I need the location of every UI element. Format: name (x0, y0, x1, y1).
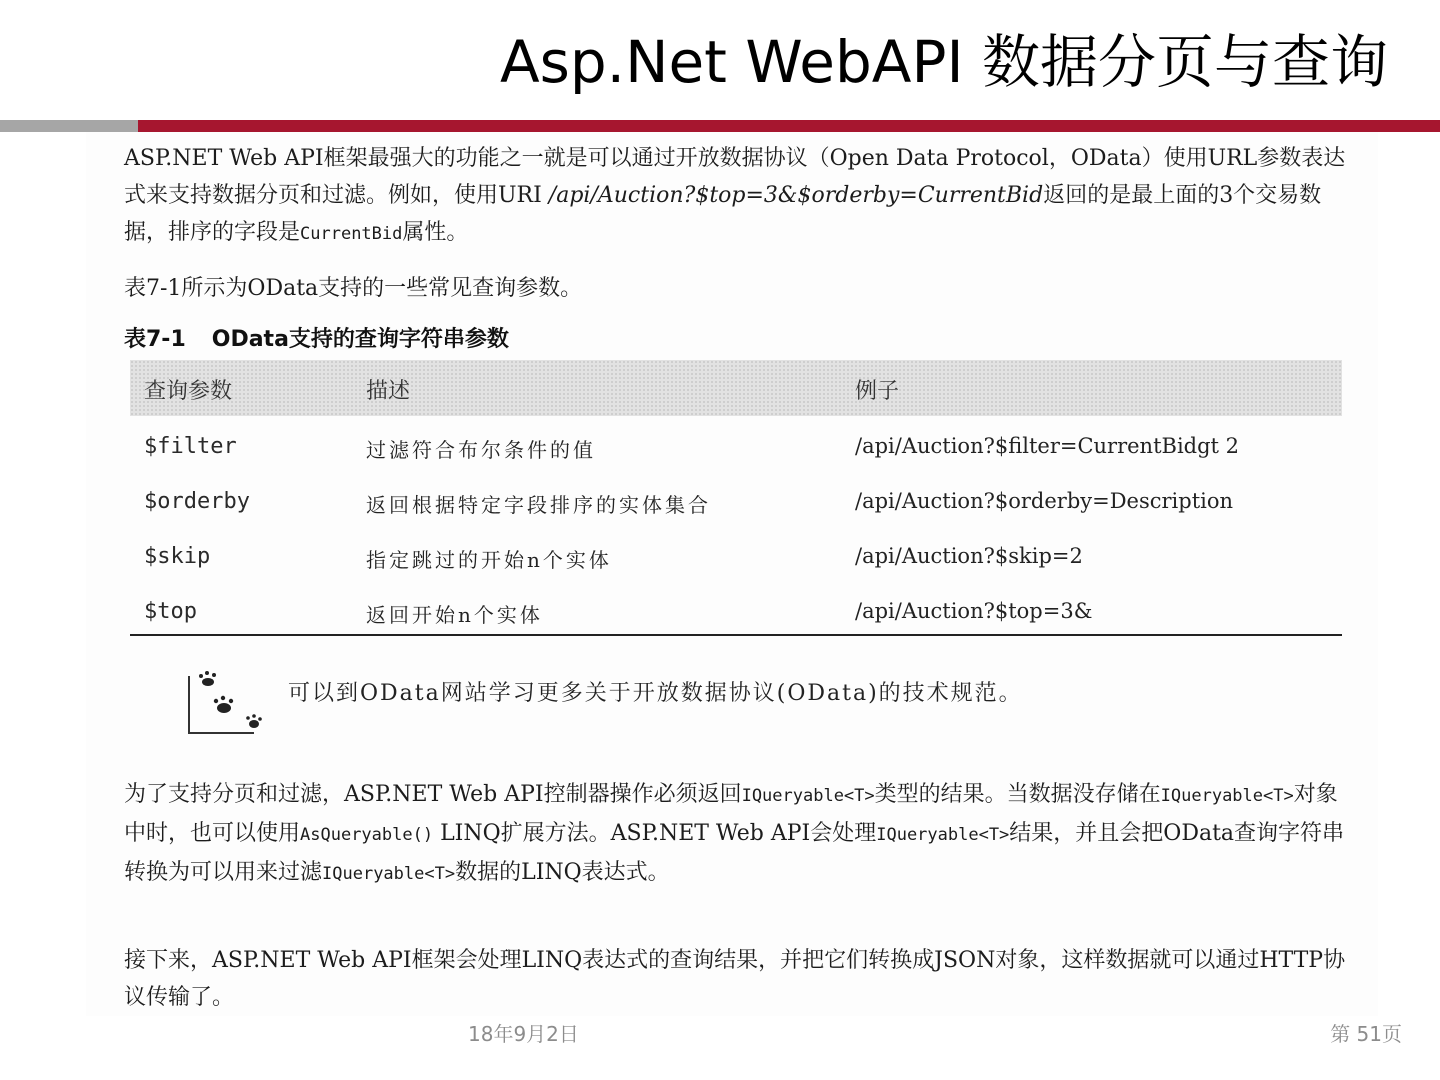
p3-text-f: 数据的LINQ表达式。 (455, 860, 670, 885)
intro-uri: /api/Auction?$top=3&$orderby=CurrentBid (548, 183, 1044, 208)
p3-code-2: IQueryable<T> (1160, 786, 1294, 806)
paragraph-json: 接下来，ASP.NET Web API框架会处理LINQ表达式的查询结果，并把它们转换成JSON对象，这样数据就可以通过HTTP协议传输了。 (124, 948, 1346, 1010)
p3-code-1: IQueryable<T> (741, 786, 875, 806)
table-header-param: 查询参数 (144, 379, 233, 404)
table-cell-param: $filter (144, 434, 237, 459)
p3-text-e: 结果，并且会把OData查询字符串转换为可以用来过滤 (124, 821, 1345, 885)
p3-text-c: 对象中时，也可以使用 (124, 782, 1338, 846)
p3-code-5: IQueryable<T> (322, 864, 456, 884)
table-cell-param: $top (144, 599, 197, 624)
table-cell-desc: 返回根据特定字段排序的实体集合 (366, 493, 711, 517)
intro-text-b: 返回的是最上面的3个交易数据，排序的字段是 (124, 183, 1322, 245)
table-cell-desc: 指定跳过的开始n个实体 (366, 548, 612, 572)
table-cell-desc: 过滤符合布尔条件的值 (366, 438, 596, 462)
slide-title: Asp.Net WebAPI 数据分页与查询 (499, 28, 1388, 96)
table-caption-number: 表7-1 (124, 327, 186, 352)
table-caption (124, 322, 509, 353)
p3-text-d: LINQ扩展方法。ASP.NET Web API会处理 (433, 821, 877, 846)
p3-code-4: IQueryable<T> (876, 825, 1010, 845)
footer-date: 18年9月2日 (468, 1022, 579, 1046)
paragraph-table-ref: 表7-1所示为OData支持的一些常见查询参数。 (124, 276, 583, 301)
table-caption-text: OData支持的查询字符串参数 (211, 327, 509, 352)
paragraph-iqueryable (124, 776, 1356, 893)
table-bottom-rule (130, 634, 1342, 636)
table-cell-param: $skip (144, 544, 211, 569)
footer-page-number: 第 51页 (1330, 1022, 1402, 1046)
p3-text-b: 类型的结果。当数据没存储在 (874, 782, 1161, 807)
intro-code: CurrentBid (300, 224, 403, 244)
table-header-example: 例子 (855, 379, 900, 404)
paw-print-note-icon (188, 676, 254, 734)
title-rule-grey (0, 120, 138, 132)
paragraph-intro (124, 140, 1356, 253)
table-header-band (130, 360, 1342, 416)
table-cell-example: /api/Auction?$filter=CurrentBidgt 2 (855, 434, 1240, 458)
table-cell-example: /api/Auction?$orderby=Description (855, 489, 1234, 513)
p3-code-3: AsQueryable() (300, 825, 434, 845)
intro-text-a: ASP.NET Web API框架最强大的功能之一就是可以通过开放数据协议（Open Data Protocol，OData）使用URL参数表达式来支持数据分页和过滤。例如，使用URI (124, 146, 1346, 208)
table-cell-desc: 返回开始n个实体 (366, 603, 543, 627)
title-rule-red (138, 120, 1440, 132)
intro-text-c: 属性。 (402, 220, 469, 245)
table-header-desc: 描述 (366, 379, 411, 404)
table-cell-example: /api/Auction?$skip=2 (855, 544, 1083, 568)
p3-text-a: 为了支持分页和过滤，ASP.NET Web API控制器操作必须返回 (124, 782, 742, 807)
table-cell-example: /api/Auction?$top=3& (855, 599, 1093, 623)
table-cell-param: $orderby (144, 489, 250, 514)
note-text: 可以到OData网站学习更多关于开放数据协议(OData)的技术规范。 (288, 681, 1023, 706)
